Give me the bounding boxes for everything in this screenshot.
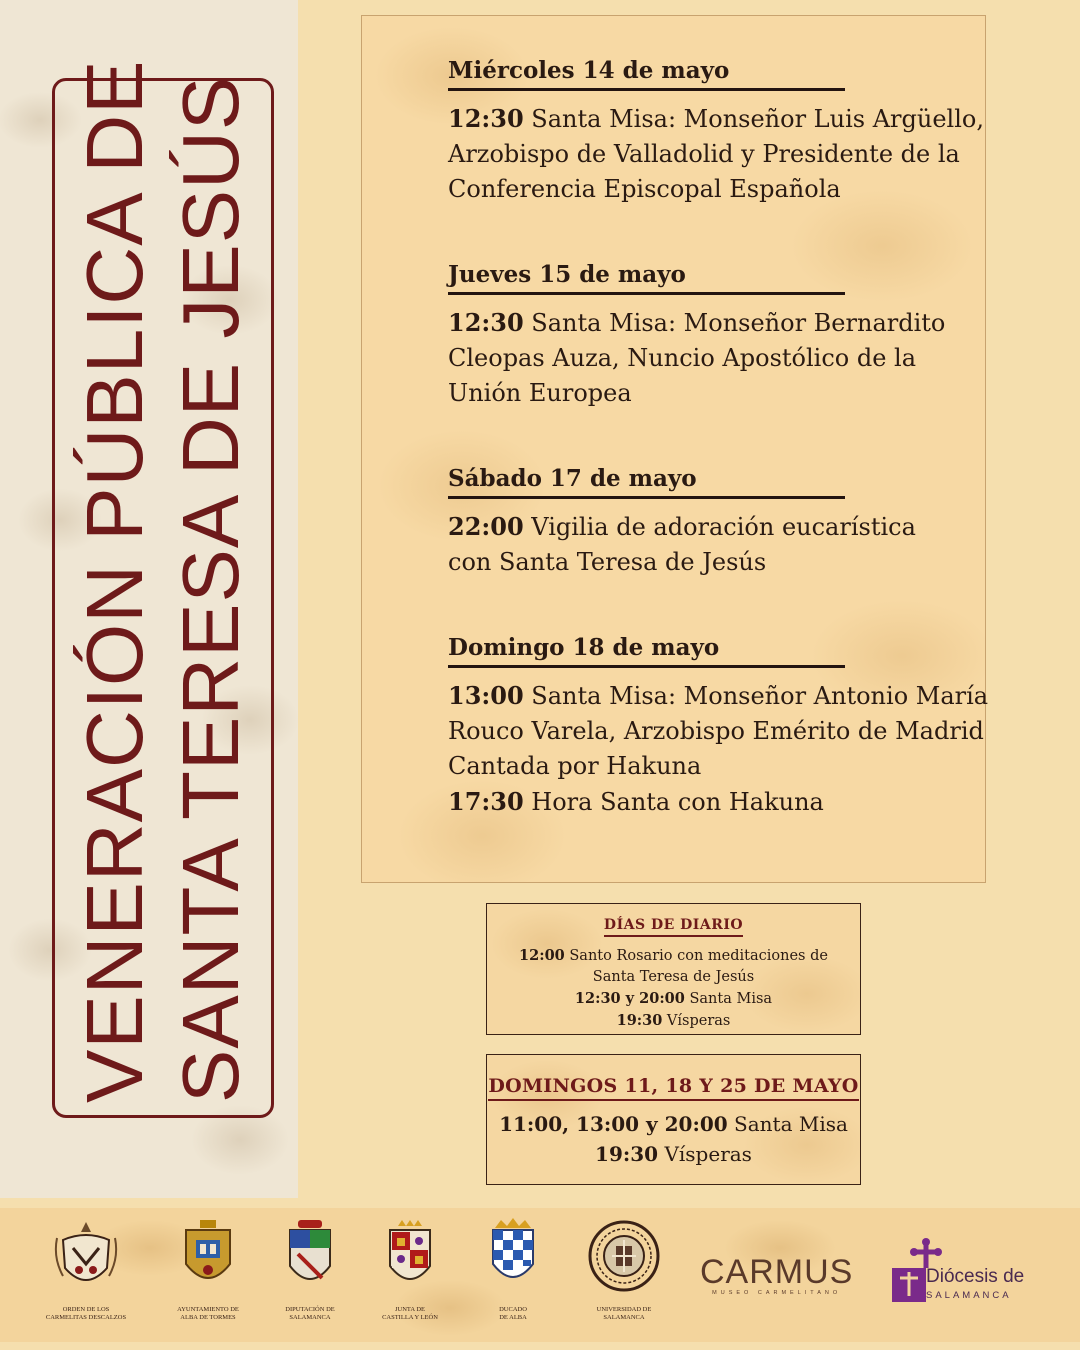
title-line-2: SANTA TERESA DE JESÚS [166, 75, 255, 1103]
castilla-leon-logo [378, 1218, 442, 1322]
weekdays-lines [487, 945, 860, 1032]
alba-town-logo [168, 1218, 248, 1322]
event-text: Cantada por Hakuna [448, 752, 702, 780]
time-label: 22:00 [448, 512, 524, 541]
event-text: Santa Misa: Monseñor Luis Argüello, [523, 105, 984, 133]
diocesis-logo [890, 1238, 1040, 1308]
schedule-line [448, 545, 978, 580]
sponsor-logos-strip [0, 1208, 1080, 1342]
weekday-line [487, 967, 860, 988]
day-title: Jueves 15 de mayo [448, 257, 845, 295]
weekdays-title: DÍAS DE DIARIO [604, 917, 743, 937]
schedule-line [448, 172, 978, 207]
logo-caption: UNIVERSIDAD DE SALAMANCA [596, 1306, 652, 1321]
event-text: Conferencia Episcopal Española [448, 175, 841, 203]
time-label: 19:30 [595, 1142, 659, 1166]
logo-caption: JUNTA DE CASTILLA Y LEÓN [382, 1306, 438, 1321]
time-label: 12:30 y 20:00 [574, 990, 685, 1007]
schedule-line [448, 784, 978, 820]
event-text: Santa Misa [684, 991, 773, 1007]
diocesis-name: Diócesis de [926, 1266, 1025, 1287]
weekday-line [487, 945, 860, 967]
sundays-lines [487, 1109, 860, 1169]
event-text: Cleopas Auza, Nuncio Apostólico de la [448, 344, 917, 372]
carmelite-crest-logo [40, 1218, 132, 1322]
time-label: 12:30 [448, 104, 524, 133]
day-body [448, 678, 989, 820]
schedule-line [448, 101, 984, 137]
schedule-day [448, 53, 984, 207]
schedule-day [448, 461, 978, 580]
schedule-day [448, 630, 989, 820]
carmelite-crest-icon [51, 1218, 121, 1298]
logo-caption: ORDEN DE LOS CARMELITAS DESCALZOS [45, 1306, 127, 1321]
event-text: Santa Misa: Monseñor Bernardito [523, 309, 946, 337]
day-body [448, 305, 978, 411]
sundays-title: DOMINGOS 11, 18 Y 25 DE MAYO [488, 1075, 858, 1101]
sunday-line [487, 1139, 860, 1169]
schedule-line [448, 376, 978, 411]
sunday-line [487, 1109, 860, 1139]
day-title: Miércoles 14 de mayo [448, 53, 845, 91]
time-label: 19:30 [616, 1012, 663, 1029]
schedule-line [448, 341, 978, 376]
event-text: con Santa Teresa de Jesús [448, 548, 767, 576]
day-body [448, 509, 978, 580]
event-text: Santo Rosario con meditaciones de [564, 948, 828, 964]
ducado-logo [482, 1218, 544, 1322]
university-logo [584, 1218, 664, 1322]
poster-title [63, 59, 263, 1103]
university-seal-icon [586, 1218, 662, 1298]
ducado-crest-icon [487, 1218, 539, 1298]
time-label: 12:00 [519, 947, 565, 964]
weekday-line [487, 1010, 860, 1032]
time-label: 13:00 [448, 681, 524, 710]
logo-caption: DIPUTACIÓN DE SALAMANCA [285, 1306, 335, 1321]
alba-town-crest-icon [178, 1218, 238, 1298]
event-text: Rouco Varela, Arzobispo Emérito de Madrid [448, 717, 984, 745]
title-line-1: VENERACIÓN PÚBLICA DE [70, 59, 159, 1103]
day-title: Domingo 18 de mayo [448, 630, 845, 668]
event-text: Santa Misa [727, 1112, 848, 1136]
time-label: 17:30 [448, 787, 524, 816]
carmus-wordmark: CARMUS [700, 1253, 854, 1291]
schedule-line [448, 509, 978, 545]
castilla-leon-crest-icon [384, 1218, 436, 1298]
weekday-line [487, 988, 860, 1010]
day-title: Sábado 17 de mayo [448, 461, 845, 499]
time-label: 11:00, 13:00 y 20:00 [499, 1112, 728, 1136]
event-text: Vísperas [658, 1142, 752, 1166]
salamanca-province-logo [278, 1218, 342, 1322]
logo-caption: DUCADO DE ALBA [499, 1306, 527, 1321]
event-text: Vísperas [662, 1013, 731, 1029]
schedule-line [448, 749, 978, 784]
carmus-subtitle: MUSEO CARMELITANO [712, 1290, 842, 1296]
sundays-box [486, 1054, 861, 1185]
schedule-line [448, 305, 978, 341]
carmus-logo [700, 1254, 853, 1296]
weekdays-box [486, 903, 861, 1035]
schedule-panel [361, 15, 989, 883]
event-text: Arzobispo de Valladolid y Presidente de la [448, 140, 960, 168]
schedule-day [448, 257, 978, 411]
day-body [448, 101, 984, 207]
time-label: 12:30 [448, 308, 524, 337]
schedule-line [448, 714, 984, 749]
logo-caption: AYUNTAMIENTO DE ALBA DE TORMES [177, 1306, 239, 1321]
event-text: Vigilia de adoración eucarística [523, 513, 916, 541]
schedule-line [448, 137, 978, 172]
salamanca-province-crest-icon [284, 1218, 336, 1298]
event-text: Santa Misa: Monseñor Antonio María [523, 682, 989, 710]
event-text: Hora Santa con Hakuna [523, 788, 824, 816]
diocesis-city: SALAMANCA [926, 1290, 1012, 1301]
schedule-line [448, 678, 989, 714]
event-text: Santa Teresa de Jesús [592, 969, 755, 985]
event-text: Unión Europea [448, 379, 632, 407]
